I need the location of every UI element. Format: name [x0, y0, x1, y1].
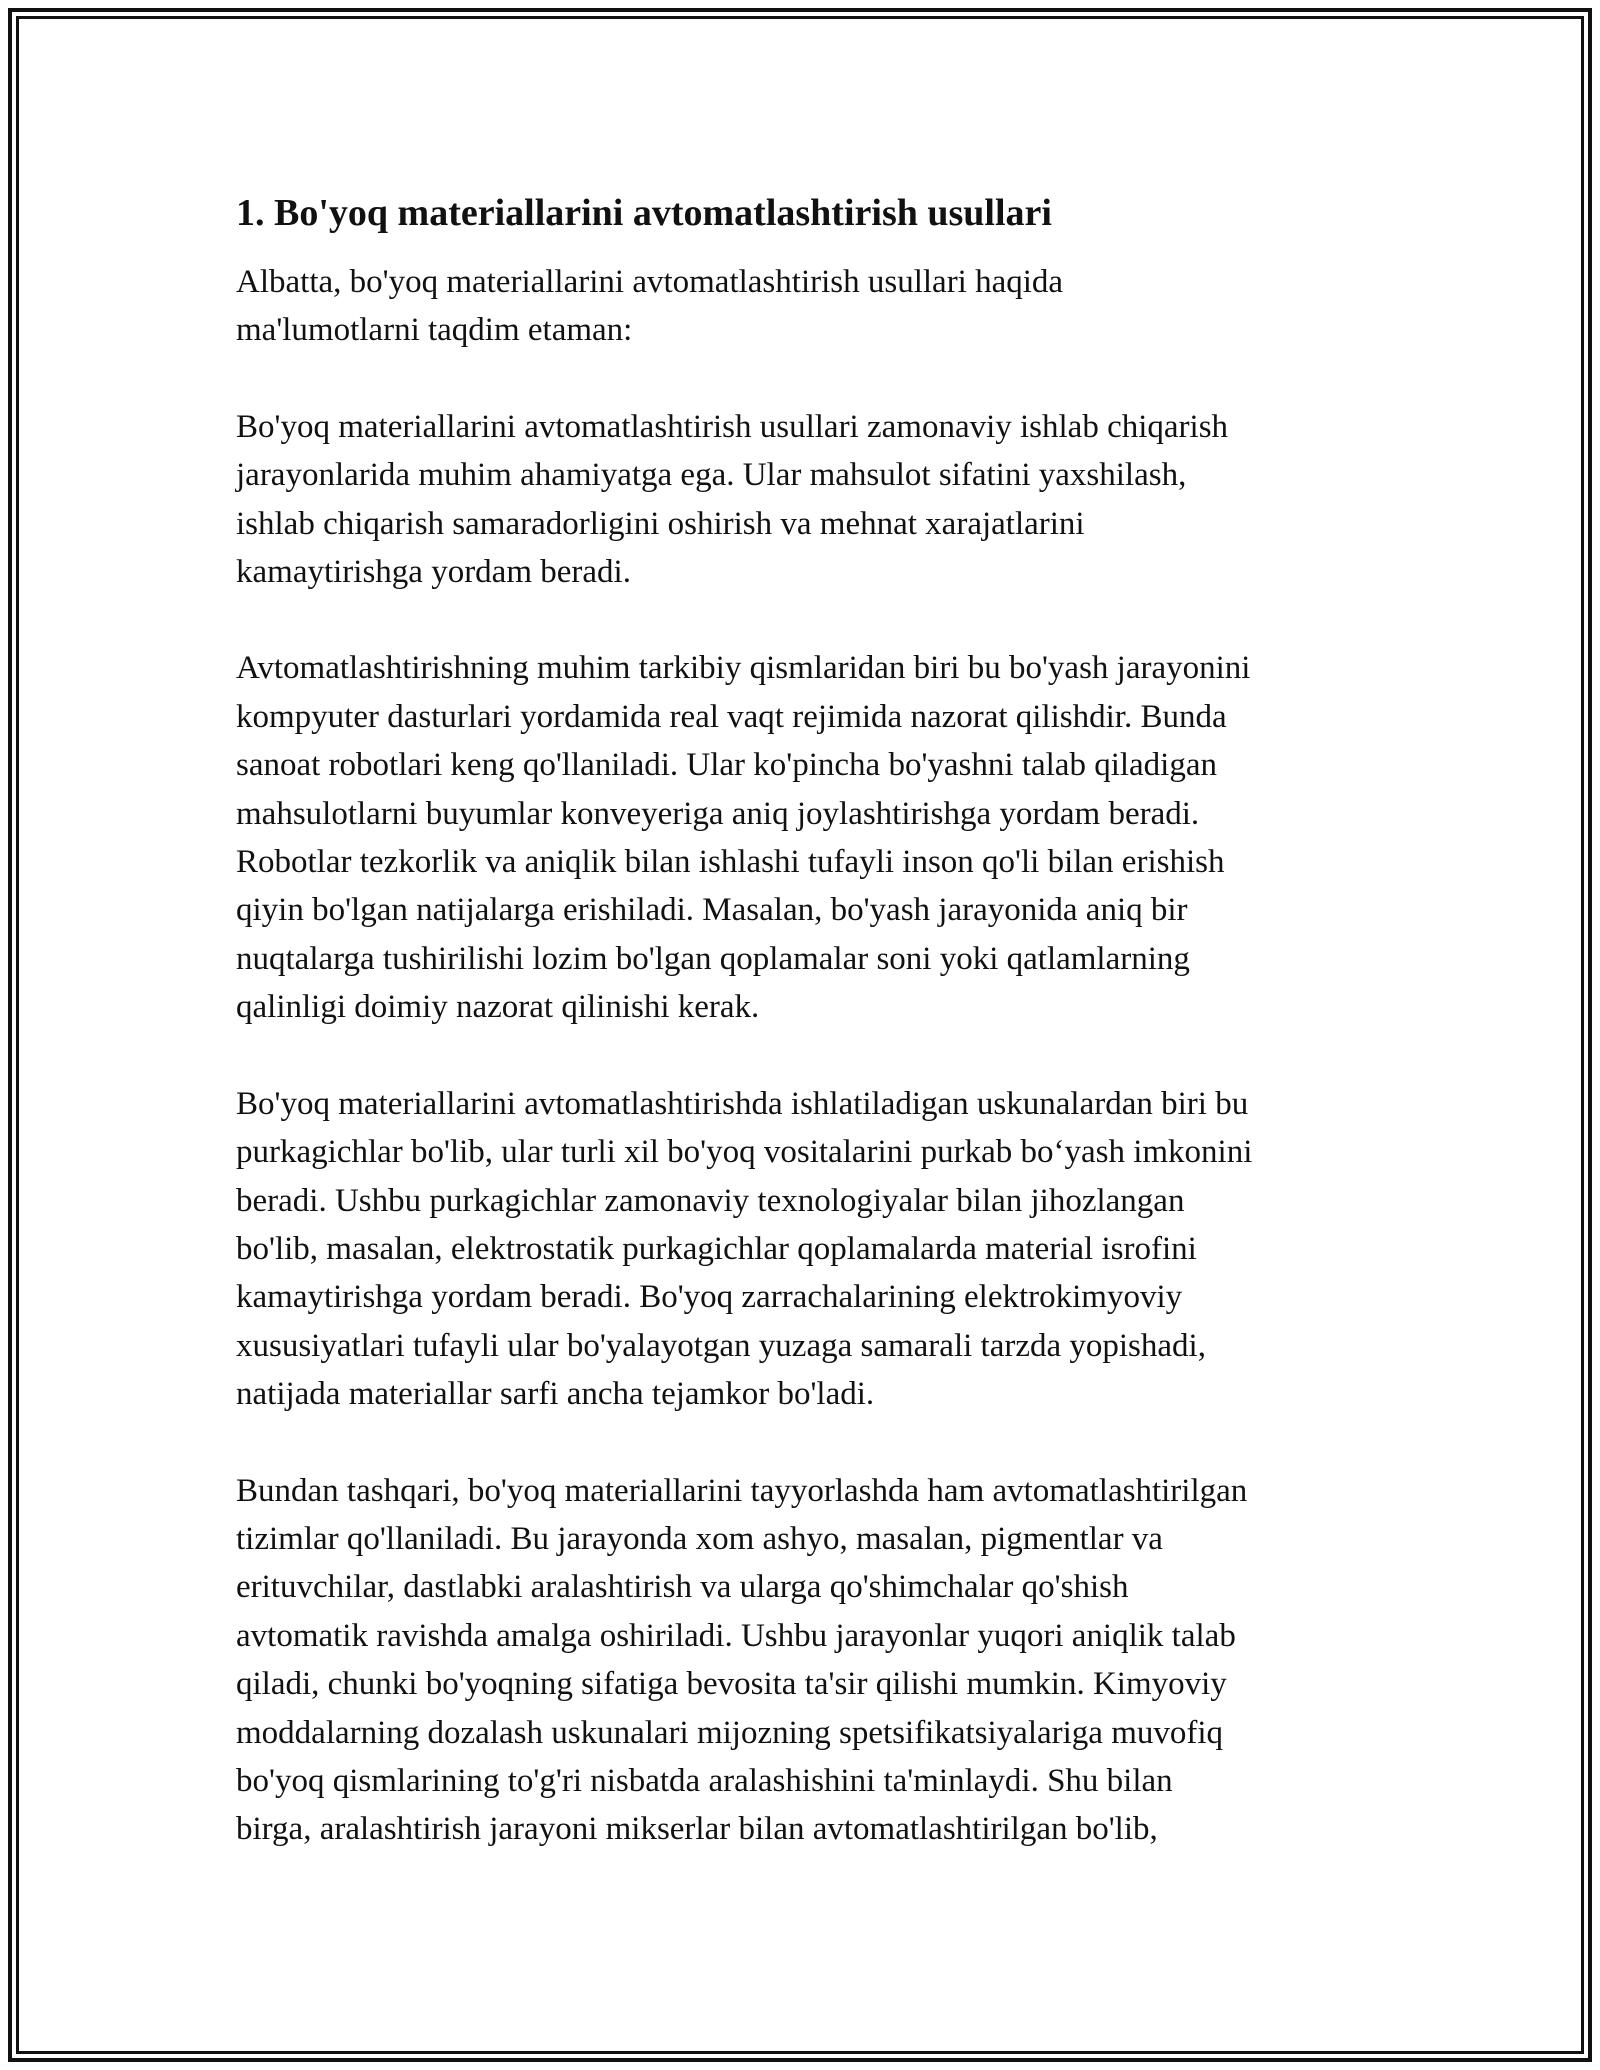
text-line: jarayonlarida muhim ahamiyatga ega. Ular mahsulot sifatini yaxshilash,: [236, 457, 1187, 494]
text-line: Albatta, bo'yoq materiallarini avtomatlashtirish usullari haqida: [236, 264, 1064, 300]
text-line: moddalarning dozalash uskunalari mijozning spetsifikatsiyalariga muvofiq: [236, 1714, 1224, 1751]
text-line: avtomatik ravishda amalga oshiriladi. Ushbu jarayonlar yuqori aniqlik talab: [236, 1617, 1236, 1654]
text-line: kamaytirishga yordam beradi. Bo'yoq zarrachalarining elektrokimyoviy: [236, 1279, 1183, 1316]
text-line: tizimlar qo'llaniladi. Bu jarayonda xom ashyo, masalan, pigmentlar va: [236, 1520, 1163, 1557]
text-line: kompyuter dasturlari yordamida real vaqt rejimida nazorat qilishdir. Bunda: [236, 698, 1227, 735]
paragraph-sprayers: [236, 1080, 1396, 1419]
text-line: mahsulotlarni buyumlar konveyeriga aniq joylashtirishga yordam beradi.: [236, 795, 1200, 832]
section-heading: 1. Bo'yoq materiallarini avtomatlashtirish usullari: [236, 192, 1052, 234]
paragraph-preparation: [236, 1467, 1396, 1854]
text-line: bo'yoq qismlarining to'g'ri nisbatda aralashishini ta'minlaydi. Shu bilan: [236, 1762, 1173, 1799]
text-line: qalinligi doimiy nazorat qilinishi kerak.: [236, 989, 760, 1026]
text-line: bo'lib, masalan, elektrostatik purkagichlar qoplamalarda material isrofini: [236, 1230, 1197, 1267]
text-line: qiladi, chunki bo'yoqning sifatiga bevosita ta'sir qilishi mumkin. Kimyoviy: [236, 1666, 1227, 1703]
paragraph-intro: [236, 258, 1396, 355]
text-line: ma'lumotlarni taqdim etaman:: [236, 312, 633, 349]
text-line: xususiyatlari tufayli ular bo'yalayotgan yuzaga samarali tarzda yopishadi,: [236, 1327, 1206, 1364]
text-line: kamaytirishga yordam beradi.: [236, 554, 631, 591]
text-line: Bo'yoq materiallarini avtomatlashtirishda ishlatiladigan uskunalardan biri bu: [236, 1085, 1249, 1122]
text-line: nuqtalarga tushirilishi lozim bo'lgan qoplamalar soni yoki qatlamlarning: [236, 940, 1190, 977]
text-line: natijada materiallar sarfi ancha tejamkor bo'ladi.: [236, 1376, 875, 1413]
text-line: sanoat robotlari keng qo'llaniladi. Ular ko'pincha bo'yashni talab qiladigan: [236, 747, 1217, 784]
text-line: Bo'yoq materiallarini avtomatlashtirish usullari zamonaviy ishlab chiqarish: [236, 408, 1229, 445]
text-line: Bundan tashqari, bo'yoq materiallarini tayyorlashda ham avtomatlashtirilgan: [236, 1472, 1248, 1509]
paragraph-overview: [236, 403, 1396, 597]
text-line: beradi. Ushbu purkagichlar zamonaviy texnologiyalar bilan jihozlangan: [236, 1182, 1185, 1219]
text-line: Robotlar tezkorlik va aniqlik bilan ishlashi tufayli inson qo'li bilan erishish: [236, 844, 1225, 881]
text-line: ishlab chiqarish samaradorligini oshirish va mehnat xarajatlarini: [236, 505, 1085, 542]
text-line: erituvchilar, dastlabki aralashtirish va ularga qo'shimchalar qo'shish: [236, 1569, 1129, 1606]
text-line: birga, aralashtirish jarayoni mikserlar bilan avtomatlashtirilgan bo'lib,: [236, 1811, 1158, 1848]
document-body: [236, 188, 1396, 1902]
text-line: purkagichlar bo'lib, ular turli xil bo'yoq vositalarini purkab bo‘yash imkonini: [236, 1134, 1253, 1171]
text-line: qiyin bo'lgan natijalarga erishiladi. Masalan, bo'yash jarayonida aniq bir: [236, 892, 1188, 929]
paragraph-robots: [236, 644, 1396, 1031]
text-line: Avtomatlashtirishning muhim tarkibiy qismlaridan biri bu bo'yash jarayonini: [236, 650, 1251, 687]
